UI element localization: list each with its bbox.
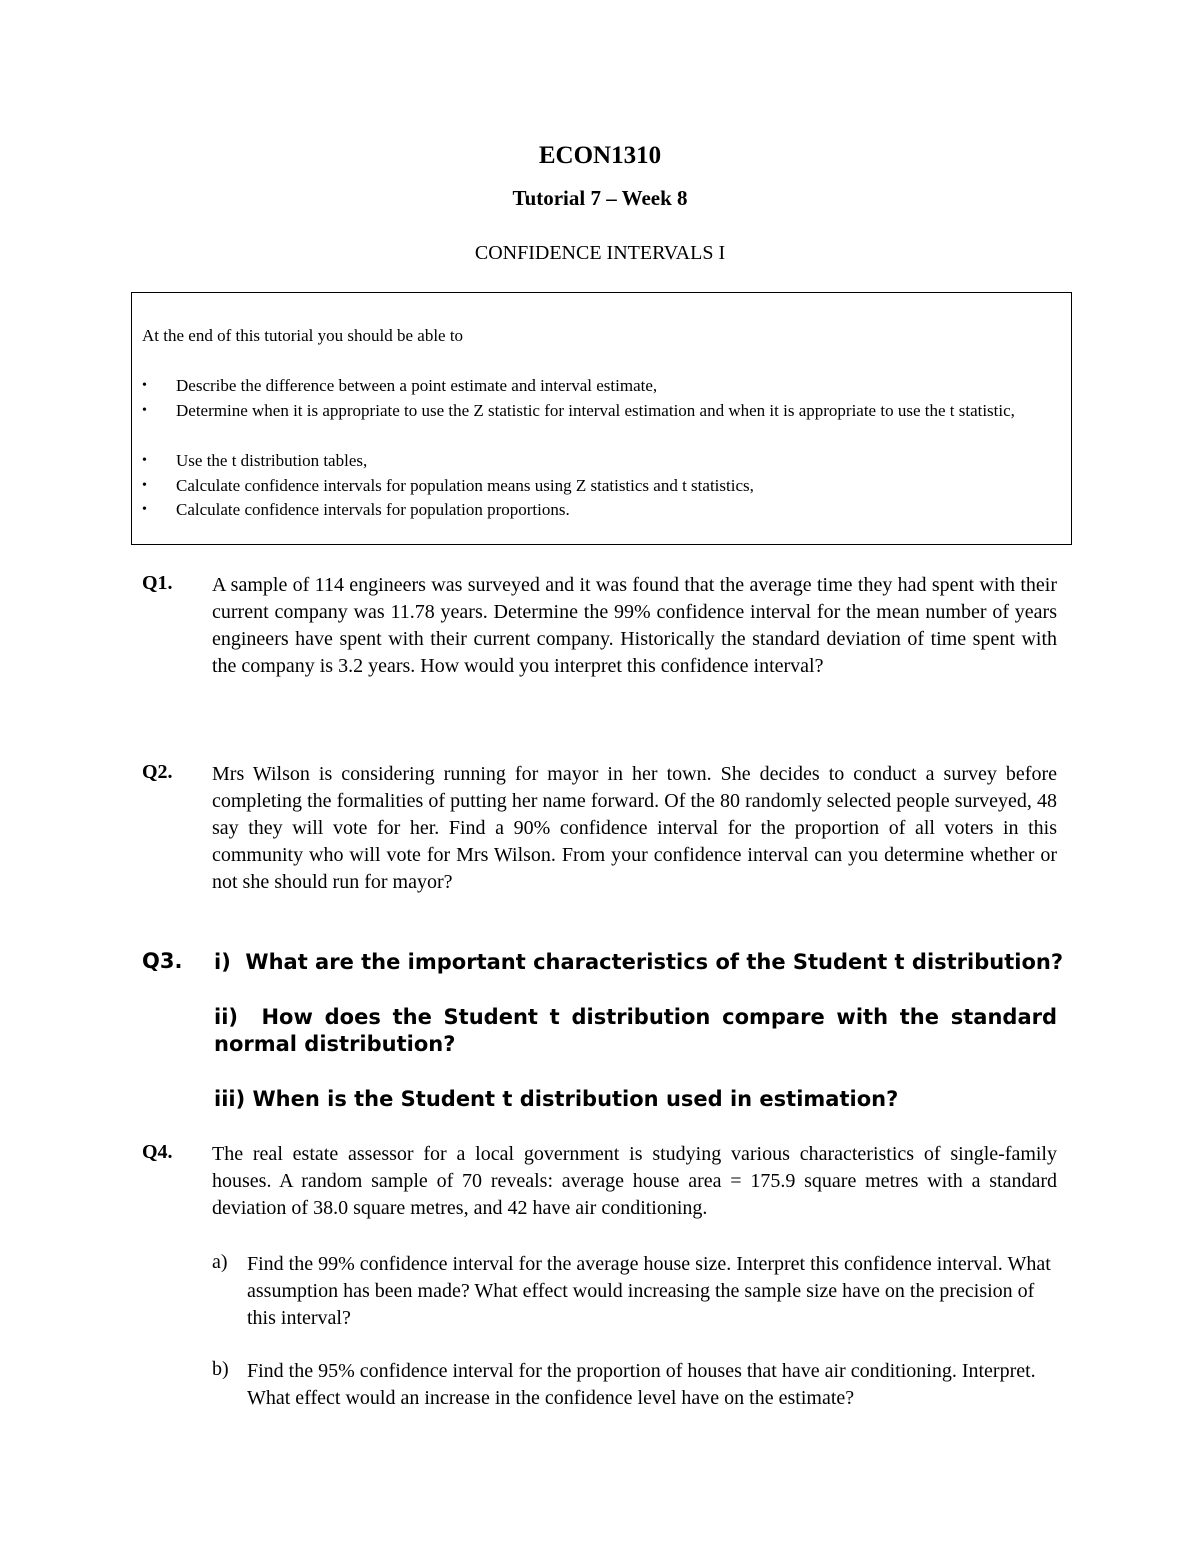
bullet-icon: • [142,453,147,468]
q3-part-iii: iii) When is the Student t distribution used in estimation? [214,1087,899,1111]
q4-label: Q4. [142,1141,173,1163]
bullet-icon: • [142,478,147,493]
bullet-icon: • [142,502,147,517]
learning-objectives-box [131,292,1072,545]
objective-text: Describe the difference between a point estimate and interval estimate, [176,376,658,395]
objective-text: Use the t distribution tables, [176,451,368,470]
q1-text: A sample of 114 engineers was surveyed and it was found that the average time they had spent with their current company was 11.78 years. Determine the 99% confidence interval for the mean number of years engineers have spent with their current company. Historically the standard deviation of time spent with the company is 3.2 years. How would you interpret this confidence interval? [212,574,1057,677]
objectives-intro: At the end of this tutorial you should be able to [142,326,464,345]
q2-text: Mrs Wilson is considering running for mayor in her town. She decides to conduct a survey before completing the formalities of putting her name forward. Of the 80 randomly selected people surveyed, 48 say they will vote for her. Find a 90% confidence interval for the proportion of all voters in this community who will vote for Mrs Wilson. From your confidence interval can you determine whether or not she should run for mayor? [212,763,1057,893]
q4-part-b-text: Find the 95% confidence interval for the proportion of houses that have air conditioning. Interpret. What effect would an increase in the confidence level have on the estimate? [247,1360,1036,1409]
q3-part-ii: ii) How does the Student t distribution compare with the standard normal distribution? [214,1005,1065,1056]
bullet-icon: • [142,378,147,393]
topic-heading: CONFIDENCE INTERVALS I [474,242,726,264]
q4-text: The real estate assessor for a local government is studying various characteristics of single-family houses. A random sample of 70 reveals: average house area = 175.9 square metres with a standard deviation of 38.0 square metres, and 42 have air conditioning. [212,1143,1057,1219]
q2-label: Q2. [142,761,173,783]
course-code: ECON1310 [538,142,662,169]
objective-text: Calculate confidence intervals for population proportions. [176,500,570,519]
tutorial-title: Tutorial 7 – Week 8 [512,186,688,210]
q3-part-i: i) What are the important characteristics of the Student t distribution? [214,950,1064,974]
bullet-icon: • [142,403,147,418]
q1-label: Q1. [142,572,173,594]
q4-part-b-label: b) [212,1358,229,1380]
q4-part-a-label: a) [212,1251,228,1273]
q4-part-a-text: Find the 99% confidence interval for the average house size. Interpret this confidence interval. What assumption has been made? What effect would increasing the sample size have on the precision of this interval? [247,1253,1051,1329]
q3-label: Q3. [142,949,183,973]
objective-text: Calculate confidence intervals for population means using Z statistics and t statistics, [176,476,754,495]
objective-text: Determine when it is appropriate to use the Z statistic for interval estimation and when it is appropriate to use the t statistic, [176,401,1015,420]
